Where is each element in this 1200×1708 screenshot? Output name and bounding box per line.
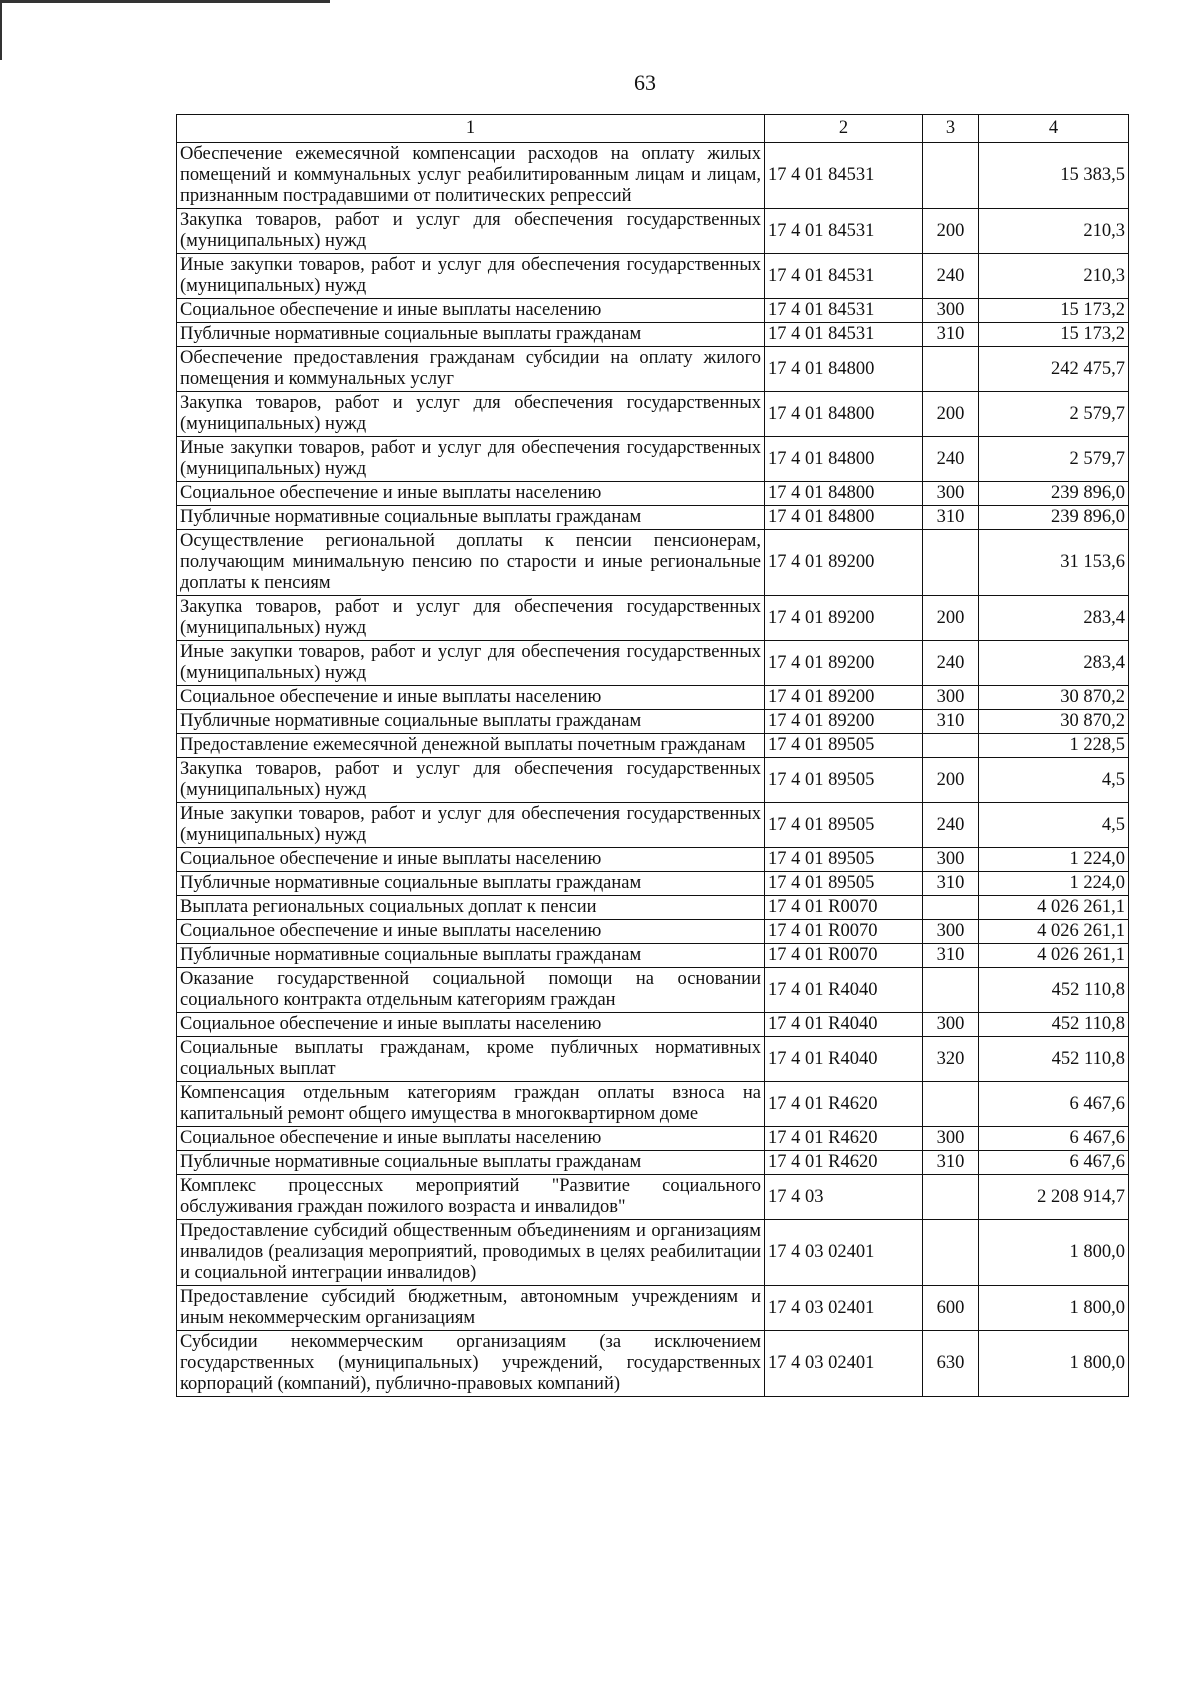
row-amount-cell: 6 467,6 — [979, 1082, 1129, 1127]
table-row — [177, 1151, 1129, 1175]
table-row — [177, 944, 1129, 968]
row-code-cell: 17 4 01 89505 — [765, 872, 923, 896]
row-amount-cell: 452 110,8 — [979, 1037, 1129, 1082]
row-amount-cell: 4,5 — [979, 803, 1129, 848]
row-type-cell: 200 — [923, 392, 979, 437]
row-type-cell: 310 — [923, 1151, 979, 1175]
row-name-cell: Комплекс процессных мероприятий "Развитие социального обслуживания граждан пожилого возраста и инвалидов" — [177, 1175, 765, 1220]
row-name-cell: Социальное обеспечение и иные выплаты населению — [177, 482, 765, 506]
table-row — [177, 209, 1129, 254]
row-code-cell: 17 4 01 R4040 — [765, 968, 923, 1013]
table-row — [177, 506, 1129, 530]
table-row — [177, 920, 1129, 944]
row-code-cell: 17 4 01 89200 — [765, 530, 923, 596]
row-code-cell: 17 4 01 89200 — [765, 710, 923, 734]
header-col-1: 1 — [177, 115, 765, 143]
row-name-cell: Закупка товаров, работ и услуг для обеспечения государственных (муниципальных) нужд — [177, 758, 765, 803]
row-type-cell: 240 — [923, 437, 979, 482]
row-amount-cell: 239 896,0 — [979, 506, 1129, 530]
row-name-cell: Выплата региональных социальных доплат к пенсии — [177, 896, 765, 920]
row-amount-cell: 4 026 261,1 — [979, 944, 1129, 968]
row-type-cell: 630 — [923, 1331, 979, 1397]
row-code-cell: 17 4 01 84531 — [765, 299, 923, 323]
table-row — [177, 1013, 1129, 1037]
row-amount-cell: 1 800,0 — [979, 1286, 1129, 1331]
row-code-cell: 17 4 01 89505 — [765, 734, 923, 758]
row-type-cell: 600 — [923, 1286, 979, 1331]
row-amount-cell: 2 579,7 — [979, 437, 1129, 482]
row-code-cell: 17 4 03 02401 — [765, 1331, 923, 1397]
row-name-cell: Оказание государственной социальной помощи на основании социального контракта отдельным категориям граждан — [177, 968, 765, 1013]
row-type-cell — [923, 896, 979, 920]
row-amount-cell: 239 896,0 — [979, 482, 1129, 506]
row-name-cell: Иные закупки товаров, работ и услуг для обеспечения государственных (муниципальных) нужд — [177, 803, 765, 848]
row-code-cell: 17 4 01 R4620 — [765, 1151, 923, 1175]
row-name-cell: Иные закупки товаров, работ и услуг для обеспечения государственных (муниципальных) нужд — [177, 437, 765, 482]
row-name-cell: Социальное обеспечение и иные выплаты населению — [177, 299, 765, 323]
row-type-cell: 200 — [923, 596, 979, 641]
row-code-cell: 17 4 01 R4040 — [765, 1037, 923, 1082]
row-name-cell: Обеспечение ежемесячной компенсации расходов на оплату жилых помещений и коммунальных услуг реабилитированным лицам и лицам, признанным пострадавшими от политических репрессий — [177, 143, 765, 209]
table-row — [177, 1175, 1129, 1220]
row-type-cell: 320 — [923, 1037, 979, 1082]
row-name-cell: Компенсация отдельным категориям граждан оплаты взноса на капитальный ремонт общего имущества в многоквартирном доме — [177, 1082, 765, 1127]
row-code-cell: 17 4 01 89200 — [765, 641, 923, 686]
row-type-cell: 310 — [923, 872, 979, 896]
row-code-cell: 17 4 01 84531 — [765, 323, 923, 347]
row-code-cell: 17 4 01 84800 — [765, 347, 923, 392]
table-row — [177, 734, 1129, 758]
table-row — [177, 299, 1129, 323]
row-code-cell: 17 4 03 — [765, 1175, 923, 1220]
table-row — [177, 1331, 1129, 1397]
table-row — [177, 596, 1129, 641]
row-code-cell: 17 4 01 84531 — [765, 254, 923, 299]
row-name-cell: Обеспечение предоставления гражданам субсидии на оплату жилого помещения и коммунальных услуг — [177, 347, 765, 392]
row-name-cell: Социальное обеспечение и иные выплаты населению — [177, 920, 765, 944]
row-amount-cell: 283,4 — [979, 641, 1129, 686]
row-amount-cell: 2 208 914,7 — [979, 1175, 1129, 1220]
row-code-cell: 17 4 01 R4620 — [765, 1082, 923, 1127]
table-body — [177, 115, 1129, 1397]
table-row — [177, 1127, 1129, 1151]
row-name-cell: Социальное обеспечение и иные выплаты населению — [177, 1127, 765, 1151]
header-col-2: 2 — [765, 115, 923, 143]
row-code-cell: 17 4 01 89505 — [765, 848, 923, 872]
row-code-cell: 17 4 01 89200 — [765, 596, 923, 641]
table-row — [177, 347, 1129, 392]
row-type-cell — [923, 530, 979, 596]
row-type-cell: 310 — [923, 323, 979, 347]
row-code-cell: 17 4 01 89200 — [765, 686, 923, 710]
table-row — [177, 872, 1129, 896]
table-row — [177, 1037, 1129, 1082]
row-type-cell: 300 — [923, 1013, 979, 1037]
row-code-cell: 17 4 01 84800 — [765, 506, 923, 530]
row-amount-cell: 30 870,2 — [979, 710, 1129, 734]
row-amount-cell: 15 383,5 — [979, 143, 1129, 209]
row-code-cell: 17 4 03 02401 — [765, 1220, 923, 1286]
row-code-cell: 17 4 01 R0070 — [765, 944, 923, 968]
row-type-cell — [923, 968, 979, 1013]
row-code-cell: 17 4 01 84531 — [765, 143, 923, 209]
table-row — [177, 641, 1129, 686]
row-name-cell: Закупка товаров, работ и услуг для обеспечения государственных (муниципальных) нужд — [177, 392, 765, 437]
table-row — [177, 482, 1129, 506]
row-amount-cell: 452 110,8 — [979, 1013, 1129, 1037]
row-name-cell: Социальное обеспечение и иные выплаты населению — [177, 848, 765, 872]
row-name-cell: Социальные выплаты гражданам, кроме публичных нормативных социальных выплат — [177, 1037, 765, 1082]
table-row — [177, 254, 1129, 299]
scan-edge-left — [0, 0, 2, 60]
table-row — [177, 896, 1129, 920]
row-amount-cell: 15 173,2 — [979, 323, 1129, 347]
row-amount-cell: 1 224,0 — [979, 848, 1129, 872]
row-type-cell: 300 — [923, 686, 979, 710]
row-code-cell: 17 4 01 84531 — [765, 209, 923, 254]
row-amount-cell: 452 110,8 — [979, 968, 1129, 1013]
table-row — [177, 530, 1129, 596]
row-code-cell: 17 4 01 89505 — [765, 758, 923, 803]
budget-table — [176, 114, 1129, 1397]
row-amount-cell: 1 224,0 — [979, 872, 1129, 896]
row-name-cell: Иные закупки товаров, работ и услуг для обеспечения государственных (муниципальных) нужд — [177, 254, 765, 299]
table-row — [177, 686, 1129, 710]
row-type-cell: 240 — [923, 254, 979, 299]
table-row — [177, 437, 1129, 482]
row-name-cell: Социальное обеспечение и иные выплаты населению — [177, 1013, 765, 1037]
table-row — [177, 323, 1129, 347]
row-amount-cell: 6 467,6 — [979, 1127, 1129, 1151]
scan-edge-top — [0, 0, 330, 3]
table-row — [177, 392, 1129, 437]
row-type-cell: 300 — [923, 299, 979, 323]
row-type-cell: 310 — [923, 944, 979, 968]
row-code-cell: 17 4 01 84800 — [765, 482, 923, 506]
row-name-cell: Предоставление субсидий бюджетным, автономным учреждениям и иным некоммерческим организациям — [177, 1286, 765, 1331]
row-type-cell — [923, 1175, 979, 1220]
row-amount-cell: 31 153,6 — [979, 530, 1129, 596]
row-type-cell: 300 — [923, 848, 979, 872]
row-name-cell: Социальное обеспечение и иные выплаты населению — [177, 686, 765, 710]
table-row — [177, 968, 1129, 1013]
table-row — [177, 803, 1129, 848]
page-number: 63 — [634, 70, 656, 95]
row-code-cell: 17 4 01 84800 — [765, 392, 923, 437]
row-code-cell: 17 4 01 R0070 — [765, 920, 923, 944]
row-type-cell: 200 — [923, 209, 979, 254]
row-amount-cell: 1 800,0 — [979, 1220, 1129, 1286]
table-row — [177, 758, 1129, 803]
row-name-cell: Иные закупки товаров, работ и услуг для обеспечения государственных (муниципальных) нужд — [177, 641, 765, 686]
table-row — [177, 1082, 1129, 1127]
row-name-cell: Публичные нормативные социальные выплаты гражданам — [177, 323, 765, 347]
row-name-cell: Публичные нормативные социальные выплаты гражданам — [177, 944, 765, 968]
row-code-cell: 17 4 01 R4040 — [765, 1013, 923, 1037]
row-name-cell: Предоставление ежемесячной денежной выплаты почетным гражданам — [177, 734, 765, 758]
header-col-4: 4 — [979, 115, 1129, 143]
row-amount-cell: 1 228,5 — [979, 734, 1129, 758]
row-name-cell: Предоставление субсидий общественным объединениям и организациям инвалидов (реализация мероприятий, проводимых в целях реабилитации и социальной интеграции инвалидов) — [177, 1220, 765, 1286]
row-name-cell: Закупка товаров, работ и услуг для обеспечения государственных (муниципальных) нужд — [177, 596, 765, 641]
row-name-cell: Осуществление региональной доплаты к пенсии пенсионерам, получающим минимальную пенсию по старости и иные региональные доплаты к пенсиям — [177, 530, 765, 596]
row-amount-cell: 210,3 — [979, 254, 1129, 299]
table-row — [177, 143, 1129, 209]
table-row — [177, 710, 1129, 734]
row-amount-cell: 6 467,6 — [979, 1151, 1129, 1175]
row-amount-cell: 2 579,7 — [979, 392, 1129, 437]
row-type-cell: 300 — [923, 482, 979, 506]
row-name-cell: Публичные нормативные социальные выплаты гражданам — [177, 1151, 765, 1175]
row-amount-cell: 210,3 — [979, 209, 1129, 254]
row-name-cell: Публичные нормативные социальные выплаты гражданам — [177, 506, 765, 530]
row-name-cell: Публичные нормативные социальные выплаты гражданам — [177, 710, 765, 734]
row-code-cell: 17 4 01 R0070 — [765, 896, 923, 920]
table-row — [177, 1286, 1129, 1331]
table-row — [177, 848, 1129, 872]
row-type-cell: 240 — [923, 803, 979, 848]
row-code-cell: 17 4 01 89505 — [765, 803, 923, 848]
row-type-cell: 300 — [923, 1127, 979, 1151]
row-amount-cell: 15 173,2 — [979, 299, 1129, 323]
row-type-cell: 240 — [923, 641, 979, 686]
row-type-cell: 310 — [923, 506, 979, 530]
row-amount-cell: 4 026 261,1 — [979, 896, 1129, 920]
row-type-cell — [923, 1082, 979, 1127]
row-amount-cell: 4,5 — [979, 758, 1129, 803]
row-name-cell: Субсидии некоммерческим организациям (за исключением государственных (муниципальных) учреждений, государственных корпораций (компаний), публично-правовых компаний) — [177, 1331, 765, 1397]
row-type-cell: 310 — [923, 710, 979, 734]
table-header-row — [177, 115, 1129, 143]
row-name-cell: Публичные нормативные социальные выплаты гражданам — [177, 872, 765, 896]
header-col-3: 3 — [923, 115, 979, 143]
row-amount-cell: 283,4 — [979, 596, 1129, 641]
row-type-cell — [923, 1220, 979, 1286]
row-code-cell: 17 4 01 84800 — [765, 437, 923, 482]
row-type-cell: 300 — [923, 920, 979, 944]
row-code-cell: 17 4 01 R4620 — [765, 1127, 923, 1151]
row-amount-cell: 1 800,0 — [979, 1331, 1129, 1397]
row-type-cell — [923, 734, 979, 758]
row-type-cell: 200 — [923, 758, 979, 803]
row-amount-cell: 30 870,2 — [979, 686, 1129, 710]
row-code-cell: 17 4 03 02401 — [765, 1286, 923, 1331]
row-name-cell: Закупка товаров, работ и услуг для обеспечения государственных (муниципальных) нужд — [177, 209, 765, 254]
row-amount-cell: 4 026 261,1 — [979, 920, 1129, 944]
row-type-cell — [923, 143, 979, 209]
row-type-cell — [923, 347, 979, 392]
table-row — [177, 1220, 1129, 1286]
row-amount-cell: 242 475,7 — [979, 347, 1129, 392]
